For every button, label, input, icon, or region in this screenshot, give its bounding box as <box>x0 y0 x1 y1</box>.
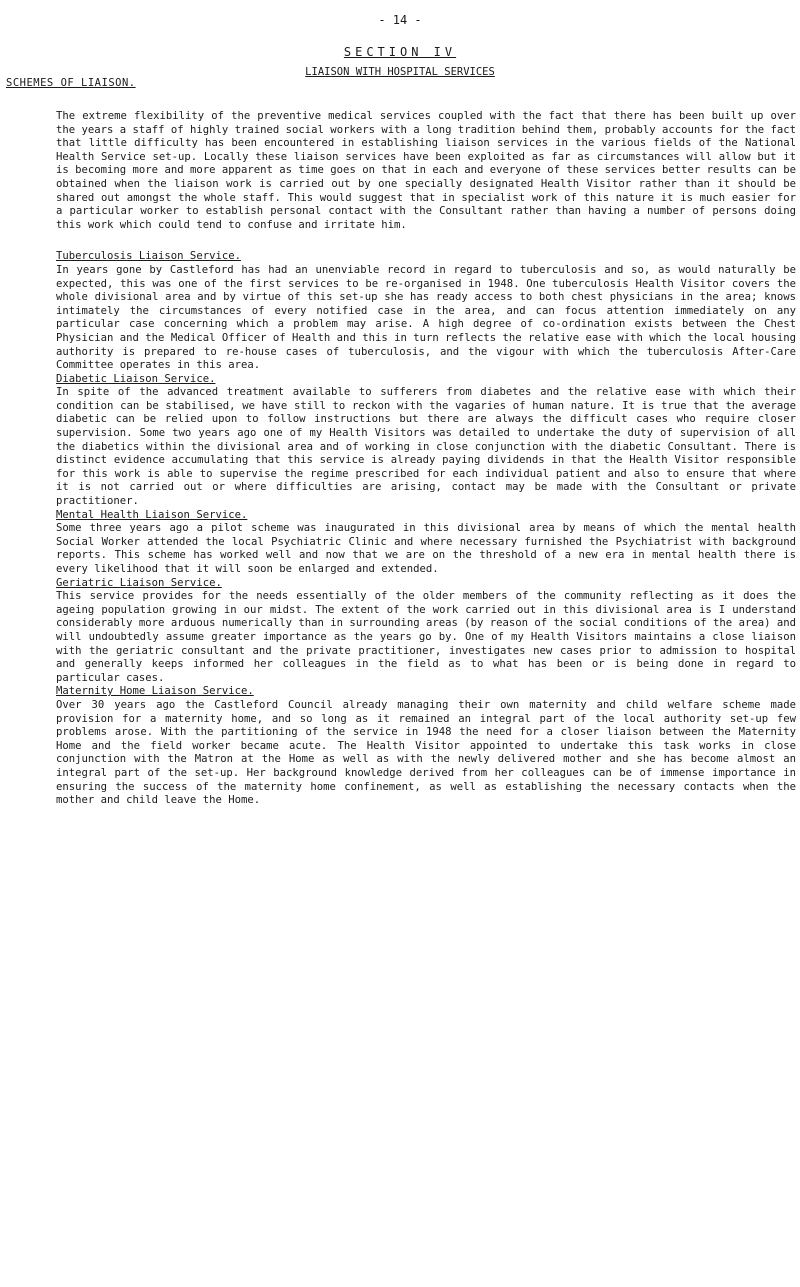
section-paragraph: In years gone by Castleford has had an unenviable record in regard to tuberculosis and so, as would naturally be expected, this was one of the first services to be re-organised in 1948. One tuberculosis Health Visitor covers the whole divisional area and by virtue of this set-up she has ready access to both chest physicians in the area; knows intimately the circumstances of every notified case in the area, and can focus attention immediately on any particular case concerning which a problem may arise. A high degree of co-ordination exists between the Chest Physician and the Medical Officer of Health and this in turn reflects the relative ease with which the local housing authority is prepared to re-house cases of tuberculosis, and the vigour with which the tuberculosis After-Care Committee operates in this area. <box>56 263 796 372</box>
section-paragraph: In spite of the advanced treatment available to sufferers from diabetes and the relative ease with which their condition can be stabilised, we have still to reckon with the vagaries of human nature. It is true that the average diabetic can be relied upon to follow instructions but there are always the difficult cases who require closer supervision. Some two years ago one of my Health Visitors was detailed to undertake the duty of supervision of all the diabetics within the divisional area and of working in close conjunction with the diabetic Consultant. There is distinct evidence accumulating that this service is already paying dividends in that the Health Visitor responsible for this work is able to supervise the regime prescribed for each individual patient and also to ensure that where it is not carried out or where difficulties are arising, contact may be made with the Consultant or private practitioner. <box>56 386 796 508</box>
section-tuberculosis <box>56 250 796 372</box>
side-heading: SCHEMES OF LIAISON. <box>6 77 136 89</box>
page-number: - 14 - <box>378 13 422 27</box>
section-paragraph: This service provides for the needs essentially of the older members of the community reflecting as it does the ageing population growing in our midst. The extent of the work carried out in this divisional area is I understand considerably more arduous numerically than in surrounding areas (by reason of the social conditions of the area) and will undoubtedly assume greater importance as the years go by. One of my Health Visitors maintains a close liaison with the geriatric consultant and the private practitioner, investigates new cases prior to admission to hospital and generally keeps informed her colleagues in the field as to what has been or is being done in regard to particular cases. <box>56 590 796 684</box>
section-heading: Geriatric Liaison Service. <box>56 576 222 589</box>
section-subtitle: LIAISON WITH HOSPITAL SERVICES <box>305 66 495 78</box>
section-heading: Diabetic Liaison Service. <box>56 372 216 385</box>
section-title: SECTION IV <box>343 45 457 59</box>
section-diabetic <box>56 373 796 509</box>
section-paragraph: Some three years ago a pilot scheme was inaugurated in this divisional area by means of which the mental health Social Worker attended the local Psychiatric Clinic and where necessary furnished the Psychiatrist with background reports. This scheme has worked well and now that we are on the threshold of a new era in mental health there is every likelihood that it will soon be enlarged and extended. <box>56 522 796 575</box>
section-heading: Mental Health Liaison Service. <box>56 508 248 521</box>
section-paragraph: Over 30 years ago the Castleford Council already managing their own maternity and child welfare scheme made provision for a maternity home, and so long as it remained an integral part of the local authority set-up few problems arose. With the partitioning of the service in 1948 the need for a closer liaison between the Maternity Home and the field worker became acute. The Health Visitor appointed to undertake this task works in close conjunction with the Matron at the Home as well as with the newly delivered mother and she has become almost an integral part of the set-up. Her background knowledge derived from her colleagues can be of immense importance in ensuring the success of the maternity home confinement, as well as establishing the necessary contacts when the mother and child leave the Home. <box>56 698 796 807</box>
section-geriatric <box>56 577 796 686</box>
section-maternity <box>56 685 796 807</box>
section-heading: Tuberculosis Liaison Service. <box>56 250 241 263</box>
section-heading: Maternity Home Liaison Service. <box>56 685 254 698</box>
intro-paragraph: The extreme flexibility of the preventive medical services coupled with the fact that there has been built up over the years a staff of highly trained social workers with a long tradition behind them, probably accounts for the fact that little difficulty has been encountered in establishing liaison services in the various fields of the National Health Service set-up. Locally these liaison services have been exploited as far as circumstances will allow but it is becoming more and more apparent as time goes on that in each and everyone of these services better results can be obtained when the liaison work is carried out by one specially designated Health Visitor rather than it should be shared out amongst the whole staff. This would suggest that in specialist work of this nature it is much easier for a particular worker to establish personal contact with the Consultant rather than having a number of persons doing this work which could tend to confuse and irritate him. <box>56 110 796 231</box>
document-body <box>56 110 796 808</box>
section-mental-health <box>56 509 796 577</box>
